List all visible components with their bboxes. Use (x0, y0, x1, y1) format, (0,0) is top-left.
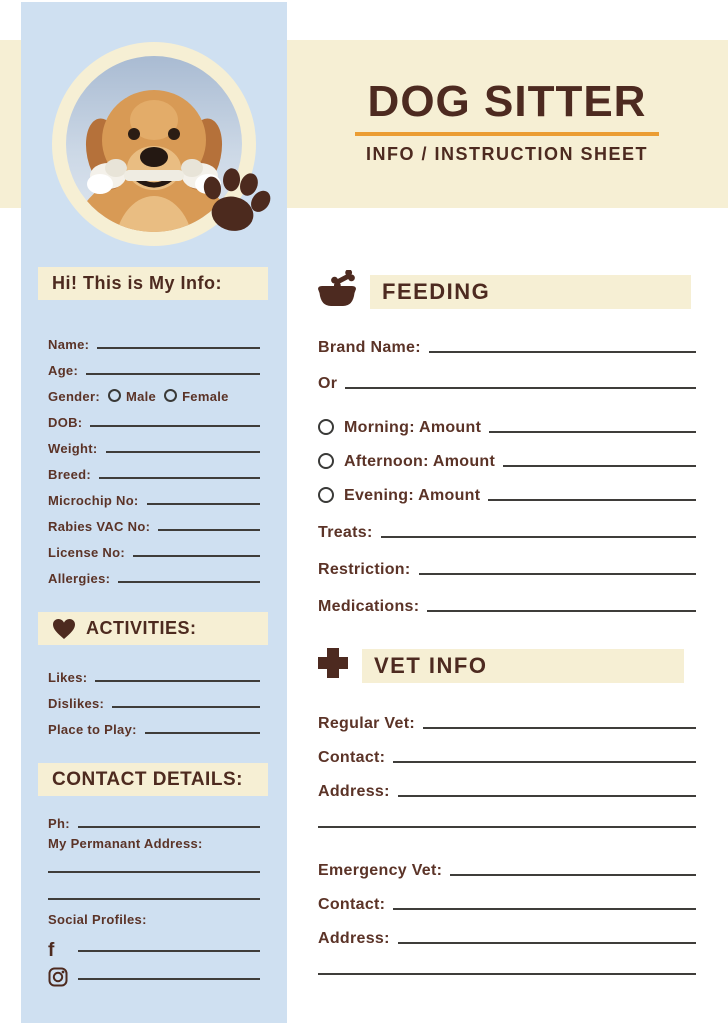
breed-label: Breed: (48, 467, 91, 482)
morning-radio[interactable] (318, 419, 334, 435)
gender-female-radio[interactable] (164, 389, 177, 402)
heart-icon (52, 618, 76, 640)
title-underline (355, 132, 659, 136)
vet-info-banner (362, 649, 684, 683)
restriction-input-line[interactable] (419, 573, 697, 575)
regular-contact-input-line[interactable] (393, 761, 696, 763)
contact-heading-label: CONTACT DETAILS: (52, 768, 243, 790)
sidebar (21, 2, 287, 1023)
address-input-line-1[interactable] (48, 871, 260, 873)
activities-section-heading (38, 612, 268, 645)
gender-male-radio[interactable] (108, 389, 121, 402)
sheet-header (318, 76, 696, 165)
contact-section-heading (38, 763, 268, 796)
afternoon-radio[interactable] (318, 453, 334, 469)
page-title: DOG SITTER (367, 77, 647, 126)
likes-label: Likes: (48, 670, 88, 685)
afternoon-amount-line[interactable] (503, 465, 696, 467)
emergency-vet-input-line[interactable] (450, 874, 696, 876)
dob-field-row (48, 405, 260, 431)
weight-input-line[interactable] (106, 451, 260, 453)
brand-name-field-row (318, 326, 696, 358)
breed-input-line[interactable] (99, 477, 260, 479)
vet-section-header (316, 646, 684, 685)
name-label: Name: (48, 337, 90, 352)
feeding-heading-label: FEEDING (382, 278, 491, 304)
facebook-icon: f (48, 940, 55, 961)
or-label: Or (318, 375, 338, 392)
allergies-input-line[interactable] (118, 581, 260, 583)
gender-field-row (48, 379, 260, 405)
social-profiles-label: Social Profiles: (48, 912, 147, 927)
evening-label: Evening: Amount (344, 487, 481, 504)
brand-name-label: Brand Name: (318, 339, 421, 356)
emergency-contact-field-row (318, 883, 696, 915)
evening-radio[interactable] (318, 487, 334, 503)
age-field-row (48, 353, 260, 379)
microchip-label: Microchip No: (48, 493, 139, 508)
treats-field-row (318, 511, 696, 543)
paw-print-icon (193, 160, 277, 244)
brand-or-field-row (318, 362, 696, 394)
info-fields (48, 327, 260, 587)
info-heading-label: Hi! This is My Info: (52, 273, 222, 293)
age-input-line[interactable] (86, 373, 260, 375)
medical-cross-icon (316, 646, 350, 685)
rabies-input-line[interactable] (158, 529, 260, 531)
emergency-vet-fields (318, 849, 696, 949)
rabies-field-row (48, 509, 260, 535)
microchip-input-line[interactable] (147, 503, 260, 505)
regular-address-input-line[interactable] (398, 795, 696, 797)
medications-input-line[interactable] (427, 610, 696, 612)
page-subtitle: INFO / INSTRUCTION SHEET (365, 144, 648, 164)
afternoon-amount-row (318, 440, 696, 472)
medications-label: Medications: (318, 598, 420, 615)
emergency-contact-input-line[interactable] (393, 908, 696, 910)
emergency-address-input-line[interactable] (398, 942, 696, 944)
contact-fields (48, 806, 260, 832)
instagram-input-line[interactable] (78, 978, 260, 980)
weight-label: Weight: (48, 441, 98, 456)
morning-amount-line[interactable] (489, 431, 696, 433)
microchip-field-row (48, 483, 260, 509)
name-field-row (48, 327, 260, 353)
dog-bowl-icon (316, 270, 358, 313)
address-input-line-2[interactable] (48, 898, 260, 900)
dob-label: DOB: (48, 415, 83, 430)
age-label: Age: (48, 363, 79, 378)
activities-fields (48, 660, 260, 738)
place-to-play-input-line[interactable] (145, 732, 260, 734)
evening-amount-row (318, 474, 696, 506)
dislikes-input-line[interactable] (112, 706, 260, 708)
regular-vet-fields (318, 702, 696, 802)
emergency-vet-field-row (318, 849, 696, 881)
gender-label: Gender: (48, 389, 100, 404)
afternoon-label: Afternoon: Amount (344, 453, 496, 470)
emergency-address-field-row (318, 917, 696, 949)
instagram-icon (48, 967, 70, 992)
morning-amount-row (318, 406, 696, 438)
evening-amount-line[interactable] (488, 499, 696, 501)
place-to-play-field-row (48, 712, 260, 738)
medications-field-row (318, 585, 696, 617)
allergies-label: Allergies: (48, 571, 111, 586)
facebook-row (48, 940, 260, 962)
rabies-label: Rabies VAC No: (48, 519, 151, 534)
regular-vet-input-line[interactable] (423, 727, 696, 729)
regular-address-input-line-2[interactable] (318, 826, 696, 828)
treats-input-line[interactable] (381, 536, 696, 538)
restriction-field-row (318, 548, 696, 580)
license-input-line[interactable] (133, 555, 260, 557)
dob-input-line[interactable] (90, 425, 260, 427)
brand-name-input-line[interactable] (429, 351, 696, 353)
dislikes-label: Dislikes: (48, 696, 105, 711)
place-to-play-label: Place to Play: (48, 722, 137, 737)
emergency-contact-label: Contact: (318, 896, 386, 913)
restriction-label: Restriction: (318, 561, 411, 578)
phone-field-row (48, 806, 260, 832)
regular-address-label: Address: (318, 783, 390, 800)
info-section-heading (38, 267, 268, 300)
gender-female-label: Female (182, 389, 229, 404)
treats-label: Treats: (318, 524, 373, 541)
license-label: License No: (48, 545, 125, 560)
dislikes-field-row (48, 686, 260, 712)
activities-heading-label: ACTIVITIES: (86, 618, 197, 638)
regular-vet-label: Regular Vet: (318, 715, 415, 732)
feeding-banner (370, 275, 691, 309)
morning-label: Morning: Amount (344, 419, 482, 436)
breed-field-row (48, 457, 260, 483)
permanent-address-label: My Permanant Address: (48, 836, 203, 851)
regular-contact-field-row (318, 736, 696, 768)
phone-input-line[interactable] (78, 826, 260, 828)
regular-address-field-row (318, 770, 696, 802)
phone-label: Ph: (48, 816, 70, 831)
allergies-field-row (48, 561, 260, 587)
regular-vet-field-row (318, 702, 696, 734)
feeding-fields (318, 326, 696, 617)
emergency-vet-label: Emergency Vet: (318, 862, 443, 879)
regular-contact-label: Contact: (318, 749, 386, 766)
gender-male-label: Male (125, 389, 157, 404)
emergency-address-input-line-2[interactable] (318, 973, 696, 975)
likes-field-row (48, 660, 260, 686)
name-input-line[interactable] (97, 347, 260, 349)
weight-field-row (48, 431, 260, 457)
emergency-address-label: Address: (318, 930, 390, 947)
brand-or-input-line[interactable] (345, 387, 696, 389)
likes-input-line[interactable] (95, 680, 260, 682)
facebook-input-line[interactable] (78, 950, 260, 952)
vet-heading-label: VET INFO (374, 652, 488, 678)
instagram-row (48, 968, 260, 990)
feeding-section-header (316, 270, 691, 313)
license-field-row (48, 535, 260, 561)
